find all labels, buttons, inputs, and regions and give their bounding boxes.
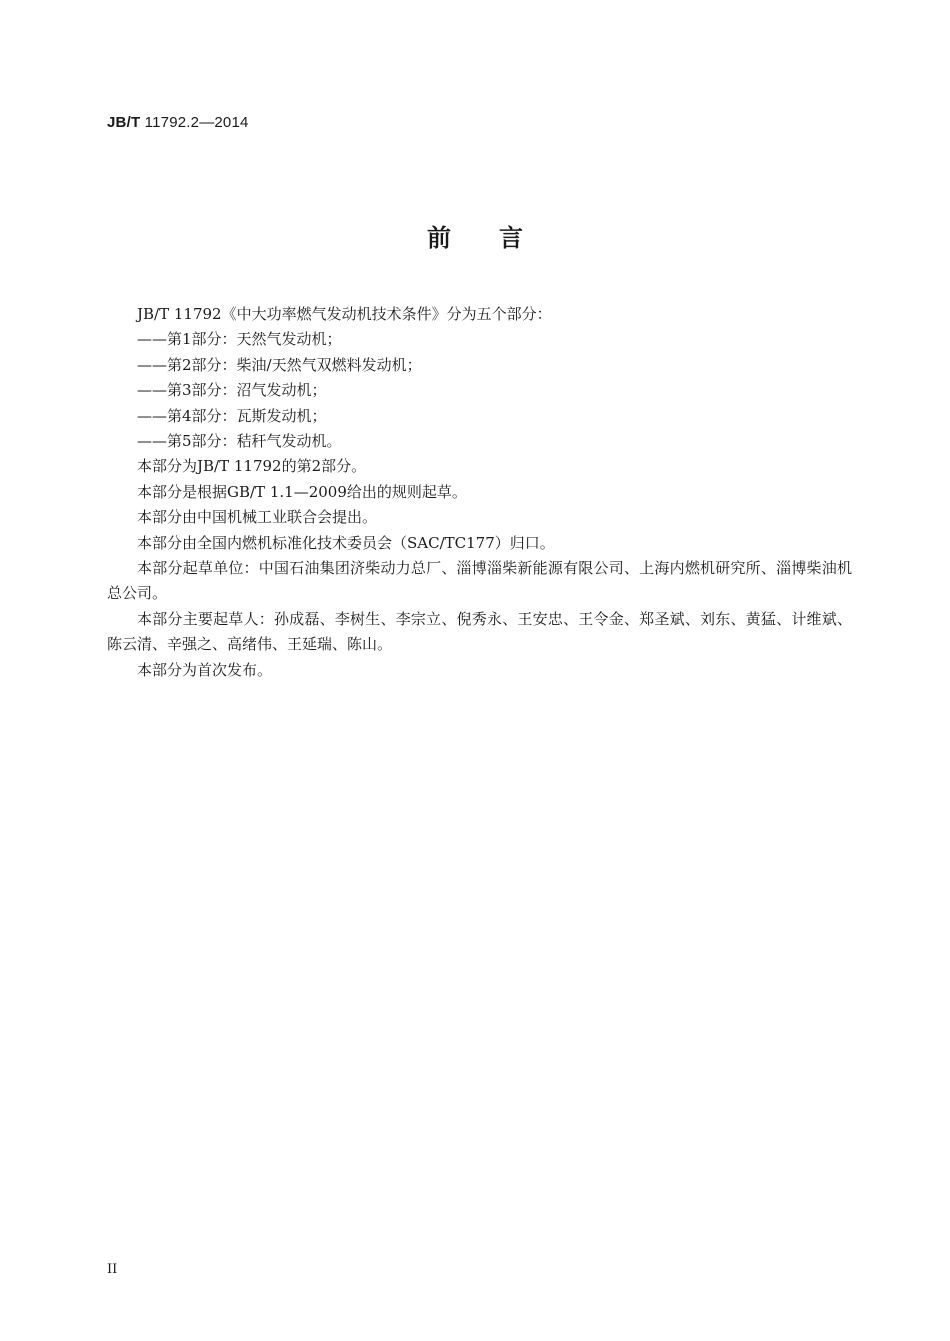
paragraph-drafting-rules: 本部分是根据GB/T 1.1—2009给出的规则起草。	[137, 482, 467, 501]
paragraph-proposed-by: 本部分由中国机械工业联合会提出。	[137, 508, 378, 527]
standard-code: JB/T	[107, 114, 141, 131]
paragraph-this-part: 本部分为JB/T 11792的第2部分。	[137, 457, 367, 476]
paragraph-under-jurisdiction: 本部分由全国内燃机标准化技术委员会（SAC/TC177）归口。	[137, 533, 555, 552]
foreword-body	[107, 302, 852, 683]
standard-number-value: 11792.2—2014	[140, 114, 249, 131]
paragraph-drafting-units: 本部分起草单位：中国石油集团济柴动力总厂、淄博淄柴新能源有限公司、上海内燃机研究所、淄博柴油机总公司。	[107, 559, 852, 603]
page-title	[0, 218, 950, 253]
page-title-char-2: 言	[499, 223, 523, 252]
list-item-part-4: ——第4部分：瓦斯发动机；	[137, 406, 327, 425]
page-number: II	[107, 1262, 118, 1277]
page-title-char-1: 前	[427, 223, 451, 252]
list-item-part-3: ——第3部分：沼气发动机；	[137, 381, 327, 400]
list-item-part-5: ——第5部分：秸秆气发动机。	[137, 432, 342, 451]
list-item-part-1: ——第1部分：天然气发动机；	[137, 330, 342, 349]
paragraph-first-release: 本部分为首次发布。	[137, 660, 273, 679]
standard-number	[107, 114, 249, 131]
list-item-part-2: ——第2部分：柴油/天然气双燃料发动机；	[137, 355, 422, 374]
paragraph-drafters: 本部分主要起草人：孙成磊、李树生、李宗立、倪秀永、王安忠、王令金、郑圣斌、刘东、黄猛、计维斌、陈云清、辛强之、高绪伟、王延瑞、陈山。	[107, 609, 852, 654]
paragraph-parts-intro: JB/T 11792《中大功率燃气发动机技术条件》分为五个部分：	[137, 305, 552, 323]
